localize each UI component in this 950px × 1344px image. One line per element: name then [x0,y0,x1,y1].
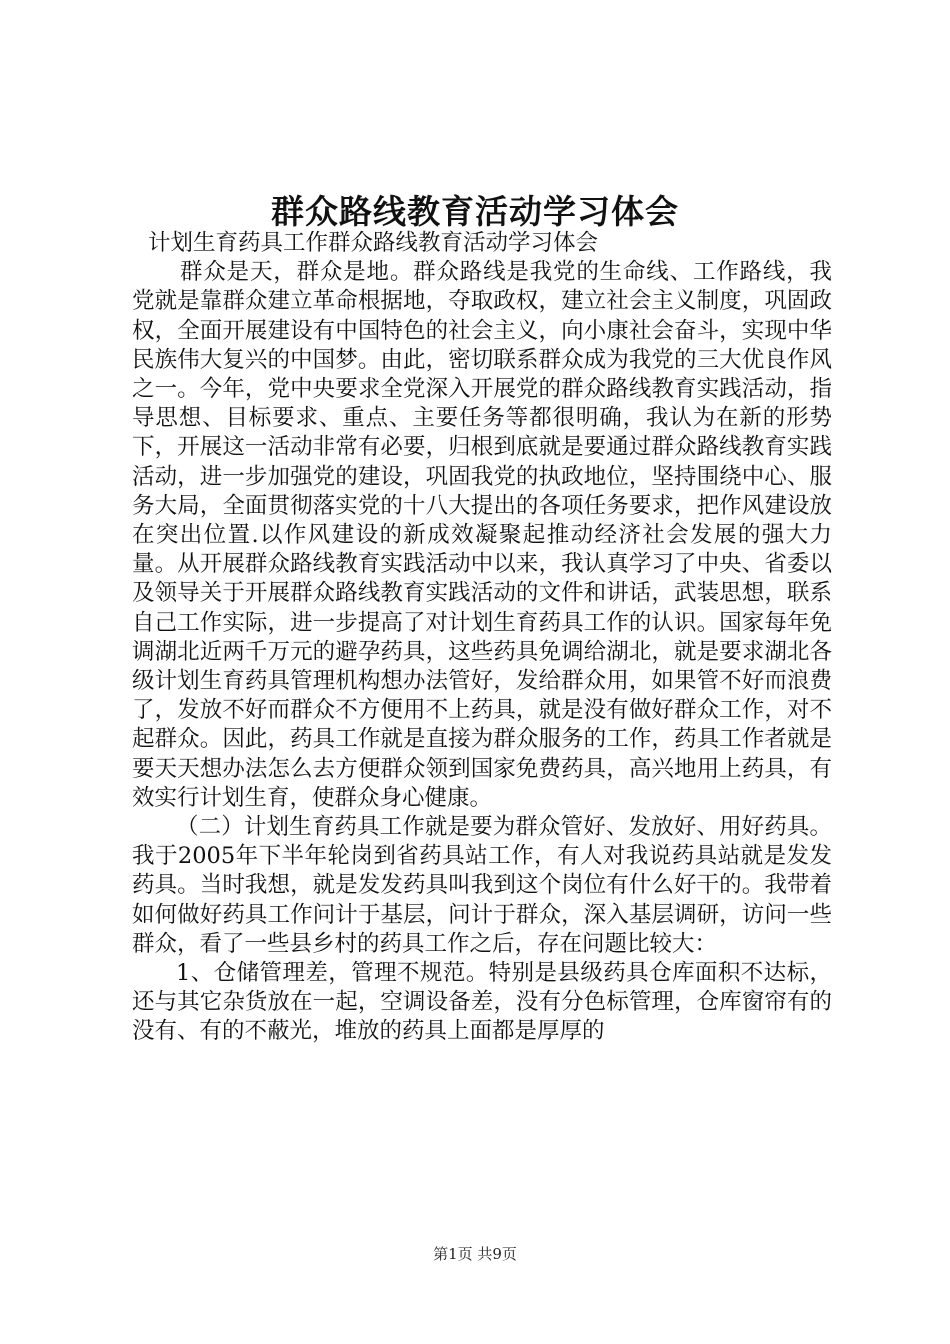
body-paragraph: （二）计划生育药具工作就是要为群众管好、发放好、用好药具。我于2005年下半年轮岗到省药具站工作，有人对我说药具站就是发发药具。当时我想，就是发发药具叫我到这个岗位有什么好干的。我带着如何做好药具工作问计于基层，问计于群众，深入基层调研，访问一些群众，看了一些县乡村的药具工作之后，存在问题比较大： [132,814,832,957]
document-title: 群众路线教育活动学习体会 [271,192,679,231]
document-subtitle: 计划生育药具工作群众路线教育活动学习体会 [148,230,599,256]
document-body [132,229,832,1047]
page-number-footer: 第1页 共9页 [433,1245,517,1263]
body-paragraph: 1、仓储管理差，管理不规范。特别是县级药具仓库面积不达标，还与其它杂货放在一起，空调设备差，没有分色标管理，仓库窗帘有的没有、有的不蔽光，堆放的药具上面都是厚厚的 [132,960,832,1045]
body-paragraph: 群众是天，群众是地。群众路线是我党的生命线、工作路线，我党就是靠群众建立革命根据地，夺取政权，建立社会主义制度，巩固政权，全面开展建设有中国特色的社会主义，向小康社会奋斗，实现中华民族伟大复兴的中国梦。由此，密切联系群众成为我党的三大优良作风之一。今年，党中央要求全党深入开展党的群众路线教育实践活动，指导思想、目标要求、重点、主要任务等都很明确，我认为在新的形势下，开展这一活动非常有必要，归根到底就是要通过群众路线教育实践活动，进一步加强党的建设，巩固我党的执政地位，坚持围绕中心、服务大局，全面贯彻落实党的十八大提出的各项任务要求，把作风建设放在突出位置.以作风建设的新成效凝聚起推动经济社会发展的强大力量。从开展群众路线教育实践活动中以来，我认真学习了中央、省委以及领导关于开展群众路线教育实践活动的文件和讲话，武装思想，联系自己工作实际，进一步提高了对计划生育药具工作的认识。国家每年免调湖北近两千万元的避孕药具，这些药具免调给湖北，就是要求湖北各级计划生育药具管理机构想办法管好，发给群众用，如果管不好而浪费了，发放不好而群众不方便用不上药具，就是没有做好群众工作，对不起群众。因此，药具工作就是直接为群众服务的工作，药具工作者就是要天天想办法怎么去方便群众领到国家免费药具，高兴地用上药具，有效实行计划生育，使群众身心健康。 [132,259,832,811]
